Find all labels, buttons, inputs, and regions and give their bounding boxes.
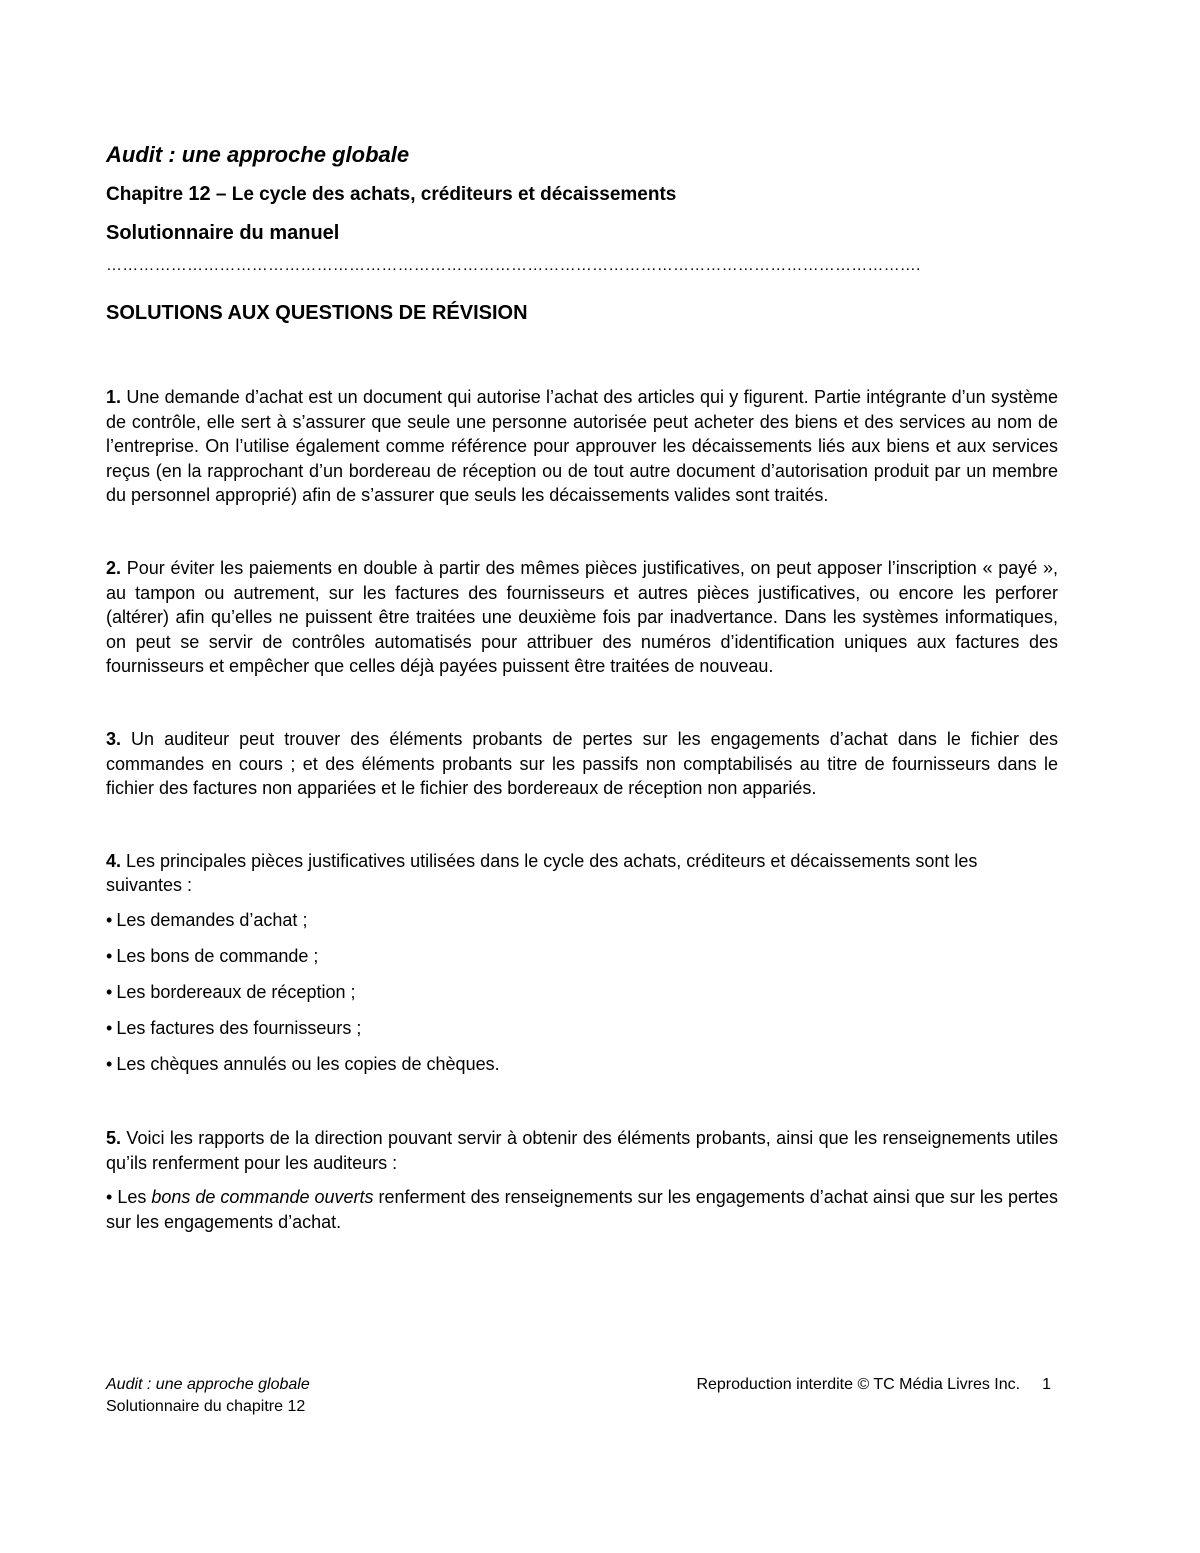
bullet-emphasis: bons de commande ouverts (151, 1187, 374, 1208)
footer-rights: Reproduction interdite © TC Média Livres Inc. (696, 1376, 1021, 1393)
answer-number: 2. (106, 557, 122, 578)
answer-number: 1. (106, 387, 122, 407)
bullet-icon: • (106, 981, 113, 1002)
document-title: Audit : une approche globale (106, 142, 410, 167)
list-item-text: Les bordereaux de réception ; (116, 981, 356, 1002)
answer-4 (106, 849, 1058, 898)
answer-3 (106, 727, 1058, 801)
list-item-text: Les chèques annulés ou les copies de chèques. (116, 1053, 500, 1074)
list-item (106, 944, 1058, 968)
bullet-rest: renferment des renseignements sur les engagements d’achat ainsi que sur les pertes sur les engagements d’achat. (106, 1187, 1058, 1232)
bullet-icon: • (106, 1053, 113, 1074)
answer-5 (106, 1126, 1058, 1175)
document-list (106, 908, 1058, 1076)
dotted-separator: ……………………………………………………………………………………………………………………………………. (106, 257, 921, 274)
footer-right (696, 1374, 1051, 1396)
footer-subtitle: Solutionnaire du chapitre 12 (106, 1398, 306, 1415)
page-footer (106, 1374, 1051, 1418)
document-page (106, 140, 1058, 1234)
chapter-number: 12 (188, 183, 211, 205)
section-heading: SOLUTIONS AUX QUESTIONS DE RÉVISION (106, 302, 528, 324)
bullet-icon: • (106, 945, 113, 966)
chapter-label: Chapitre (106, 184, 184, 205)
list-item-text: Les bons de commande ; (116, 945, 319, 966)
answer-number: 5. (106, 1127, 122, 1148)
answer-number: 3. (106, 728, 122, 749)
answer-text: Voici les rapports de la direction pouvant servir à obtenir des éléments probants, ainsi que les renseignements utiles qu’ils renferment pour les auditeurs : (106, 1127, 1058, 1173)
chapter-title: – Le cycle des achats, créditeurs et décaissements (210, 184, 677, 205)
answer-text: Une demande d’achat est un document qui autorise l’achat des articles qui y figurent. Partie intégrante d’un système de contrôle, elle sert à s’assurer que seule une personne autorisée peut acheter des biens et des services au nom de l’entreprise. On l’utilise également comme référence pour approuver les décaissements liés aux biens et aux services reçus (en la rapprochant d’un bordereau de réception ou de tout autre document d’autorisation produit par un membre du personnel approprié) afin de s’assurer que seuls les décaissements valides sont traités. (106, 387, 1058, 506)
footer-title: Audit : une approche globale (106, 1376, 310, 1393)
list-item-text: Les demandes d’achat ; (116, 909, 308, 930)
list-item (106, 980, 1058, 1004)
bullet-icon: • (106, 909, 113, 930)
answer-2 (106, 556, 1058, 679)
document-subtitle: Solutionnaire du manuel (106, 222, 340, 244)
answer-text: Un auditeur peut trouver des éléments probants de pertes sur les engagements d’achat dans le fichier des commandes en cours ; et des éléments probants sur les passifs non comptabilisés au titre de fournisseurs dans le fichier des factures non appariées et le fichier des bordereaux de réception non appariés. (106, 728, 1058, 799)
chapter-heading (106, 180, 1058, 209)
answer-1 (106, 385, 1058, 508)
bullet-icon: • (106, 1187, 113, 1208)
bullet-icon: • (106, 1017, 113, 1038)
list-item (106, 1052, 1058, 1076)
answer-number: 4. (106, 850, 122, 871)
list-item (106, 1016, 1058, 1040)
page-number: 1 (1042, 1376, 1051, 1393)
answer-text: Pour éviter les paiements en double à partir des mêmes pièces justificatives, on peut apposer l’inscription « payé », au tampon ou autrement, sur les factures des fournisseurs et autres pièces justificatives, ou encore les perforer (altérer) afin qu’elles ne puissent être traitées une deuxième fois par inadvertance. Dans les systèmes informatiques, on peut se servir de contrôles automatisés pour attribuer des numéros d’identification uniques aux factures des fournisseurs et empêcher que celles déjà payées puissent être traitées de nouveau. (106, 557, 1058, 677)
list-item (106, 908, 1058, 932)
bullet-prefix: Les (117, 1187, 152, 1208)
list-item-text: Les factures des fournisseurs ; (116, 1017, 362, 1038)
answer-text: Les principales pièces justificatives utilisées dans le cycle des achats, créditeurs et décaissements sont les suivantes : (106, 850, 978, 896)
report-bullet (106, 1185, 1058, 1234)
